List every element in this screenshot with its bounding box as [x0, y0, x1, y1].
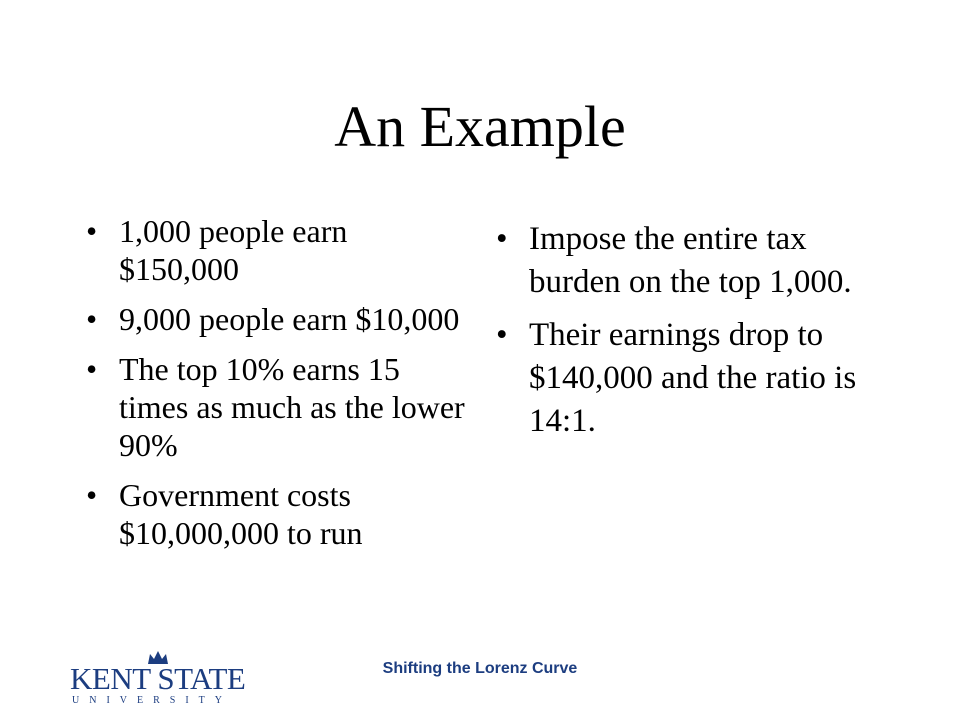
bullet-dot: •: [86, 301, 98, 337]
bullet-item: [86, 476, 466, 552]
bullet-text: Government costs $10,000,000 to run: [119, 477, 363, 551]
footer-caption: Shifting the Lorenz Curve: [382, 660, 578, 677]
bullet-item: [86, 212, 466, 288]
right-bullet-list: [496, 218, 876, 453]
bullet-text: Their earnings drop to $140,000 and the ratio is 14:1.: [529, 317, 857, 439]
left-bullet-list: [86, 212, 466, 564]
bullet-dot: •: [496, 221, 508, 257]
bullet-item: [86, 350, 466, 464]
bullet-text: Impose the entire tax burden on the top 1,000.: [529, 221, 852, 300]
logo-subtitle: UNIVERSITY: [72, 695, 232, 706]
bullet-dot: •: [496, 317, 508, 353]
bullet-text: 9,000 people earn $10,000: [119, 301, 460, 337]
bullet-text: The top 10% earns 15 times as much as the lower 90%: [119, 351, 465, 463]
logo-wordmark: KENT STATE: [70, 661, 246, 696]
kent-state-logo: [70, 650, 250, 708]
bullet-item: [496, 218, 876, 304]
bullet-item: [86, 300, 466, 338]
bullet-dot: •: [86, 477, 98, 513]
bullet-item: [496, 314, 876, 443]
bullet-dot: •: [86, 213, 98, 249]
slide-title: An Example: [334, 94, 626, 159]
bullet-dot: •: [86, 351, 98, 387]
bullet-text: 1,000 people earn $150,000: [119, 213, 348, 287]
